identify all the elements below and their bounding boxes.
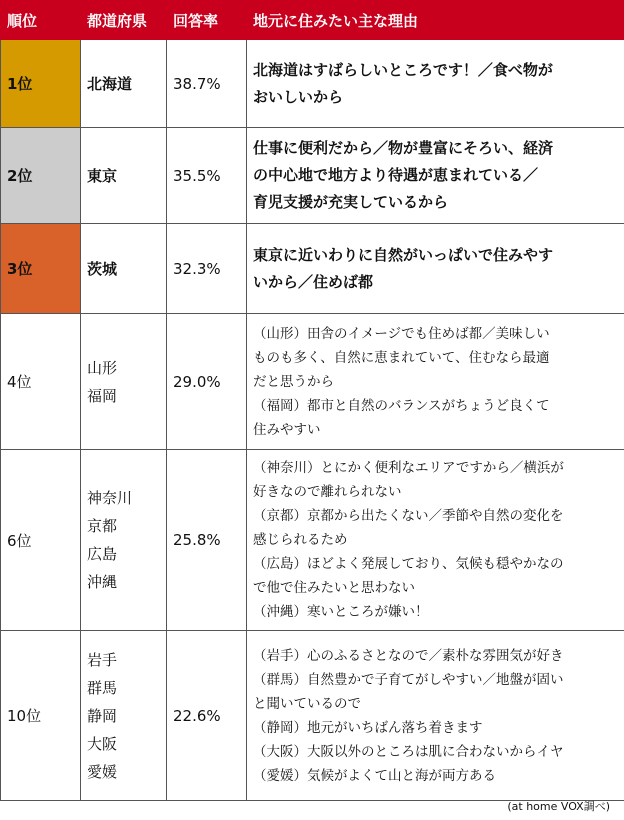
prefecture-name: 愛媛 — [87, 762, 118, 781]
header-prefecture: 都道府県 — [81, 1, 167, 40]
prefecture-name: 福岡 — [87, 386, 118, 405]
reason-line: （岩手）心のふるさとなので／素朴な雰囲気が好き — [253, 647, 564, 664]
reason-line: （群馬）自然豊かで子育てがしやすい／地盤が固い — [253, 671, 564, 688]
table-row — [1, 450, 624, 631]
reason-line: （愛媛）気候がよくて山と海が両方ある — [253, 767, 496, 784]
reason-line: 住みやすい — [253, 421, 321, 438]
reason-cell — [247, 314, 624, 450]
reason-line: と聞いているので — [253, 695, 361, 712]
reason-cell — [247, 40, 624, 128]
reason-line: 感じられるため — [253, 532, 348, 548]
prefecture-name: 静岡 — [87, 706, 118, 725]
header-rate: 回答率 — [167, 1, 247, 40]
reason-line: （神奈川）とにかく便利なエリアですから／横浜が — [253, 460, 564, 476]
reason-line: で他で住みたいと思わない — [253, 580, 415, 596]
rate-cell: 38.7% — [167, 40, 247, 128]
rank-cell: 3位 — [1, 224, 81, 314]
rank-cell: 6位 — [1, 450, 81, 631]
prefecture-name: 神奈川 — [87, 489, 133, 507]
reason-line: （福岡）都市と自然のバランスがちょうど良くて — [253, 397, 550, 414]
rank-cell: 2位 — [1, 128, 81, 224]
table-row — [1, 314, 624, 450]
reason-line: 育児支援が充実しているから — [253, 193, 449, 211]
rate-cell: 32.3% — [167, 224, 247, 314]
prefecture-name: 広島 — [87, 545, 118, 563]
prefecture-name: 岩手 — [87, 650, 118, 669]
reason-line: （山形）田舎のイメージでも住めば都／美味しい — [253, 325, 550, 342]
prefecture-cell — [81, 128, 167, 224]
prefecture-cell — [81, 631, 167, 801]
prefecture-cell — [81, 224, 167, 314]
table-row — [1, 128, 624, 224]
prefecture-name: 京都 — [87, 517, 118, 535]
prefecture-name: 茨城 — [87, 259, 118, 278]
rank-cell: 1位 — [1, 40, 81, 128]
reason-cell — [247, 450, 624, 631]
prefecture-name: 沖縄 — [87, 573, 118, 591]
reason-line: いから／住めば都 — [253, 272, 374, 291]
source-credit: (at home VOX調べ) — [507, 800, 610, 813]
reason-cell — [247, 128, 624, 224]
rate-cell: 29.0% — [167, 314, 247, 450]
prefecture-name: 北海道 — [87, 74, 133, 93]
reason-cell — [247, 631, 624, 801]
prefecture-name: 東京 — [87, 166, 118, 185]
table-row — [1, 224, 624, 314]
reason-line: 好きなので離れられない — [253, 484, 402, 500]
prefecture-name: 大阪 — [87, 734, 118, 753]
header-reason: 地元に住みたい主な理由 — [247, 1, 624, 40]
reason-line: ものも多く、自然に恵まれていて、住むなら最適 — [253, 349, 550, 366]
prefecture-name: 山形 — [87, 358, 118, 377]
prefecture-cell — [81, 40, 167, 128]
reason-line: （広島）ほどよく発展しており、気候も穏やかなの — [253, 556, 564, 572]
prefecture-cell — [81, 314, 167, 450]
rank-cell: 4位 — [1, 314, 81, 450]
reason-cell — [247, 224, 624, 314]
rate-cell: 35.5% — [167, 128, 247, 224]
reason-line: の中心地で地方より待遇が恵まれている／ — [253, 166, 539, 184]
table-header-row — [1, 1, 624, 40]
table-row — [1, 631, 624, 801]
reason-line: 北海道はすばらしいところです！／食べ物が — [253, 60, 553, 79]
reason-line: （沖縄）寒いところが嫌い！ — [253, 604, 429, 620]
reason-line: 仕事に便利だから／物が豊富にそろい、経済 — [253, 139, 554, 157]
reason-line: （京都）京都から出たくない／季節や自然の変化を — [253, 508, 564, 524]
prefecture-name: 群馬 — [87, 678, 118, 697]
reason-line: おいしいから — [253, 87, 344, 106]
reason-line: だと思うから — [253, 373, 334, 390]
reason-line: （大阪）大阪以外のところは肌に合わないからイヤ — [253, 743, 564, 760]
table-row — [1, 40, 624, 128]
prefecture-cell — [81, 450, 167, 631]
rank-cell: 10位 — [1, 631, 81, 801]
reason-line: （静岡）地元がいちばん落ち着きます — [253, 719, 483, 736]
rate-cell: 25.8% — [167, 450, 247, 631]
rate-cell: 22.6% — [167, 631, 247, 801]
header-rank: 順位 — [1, 1, 81, 40]
reason-line: 東京に近いわりに自然がいっぱいで住みやす — [253, 245, 554, 264]
